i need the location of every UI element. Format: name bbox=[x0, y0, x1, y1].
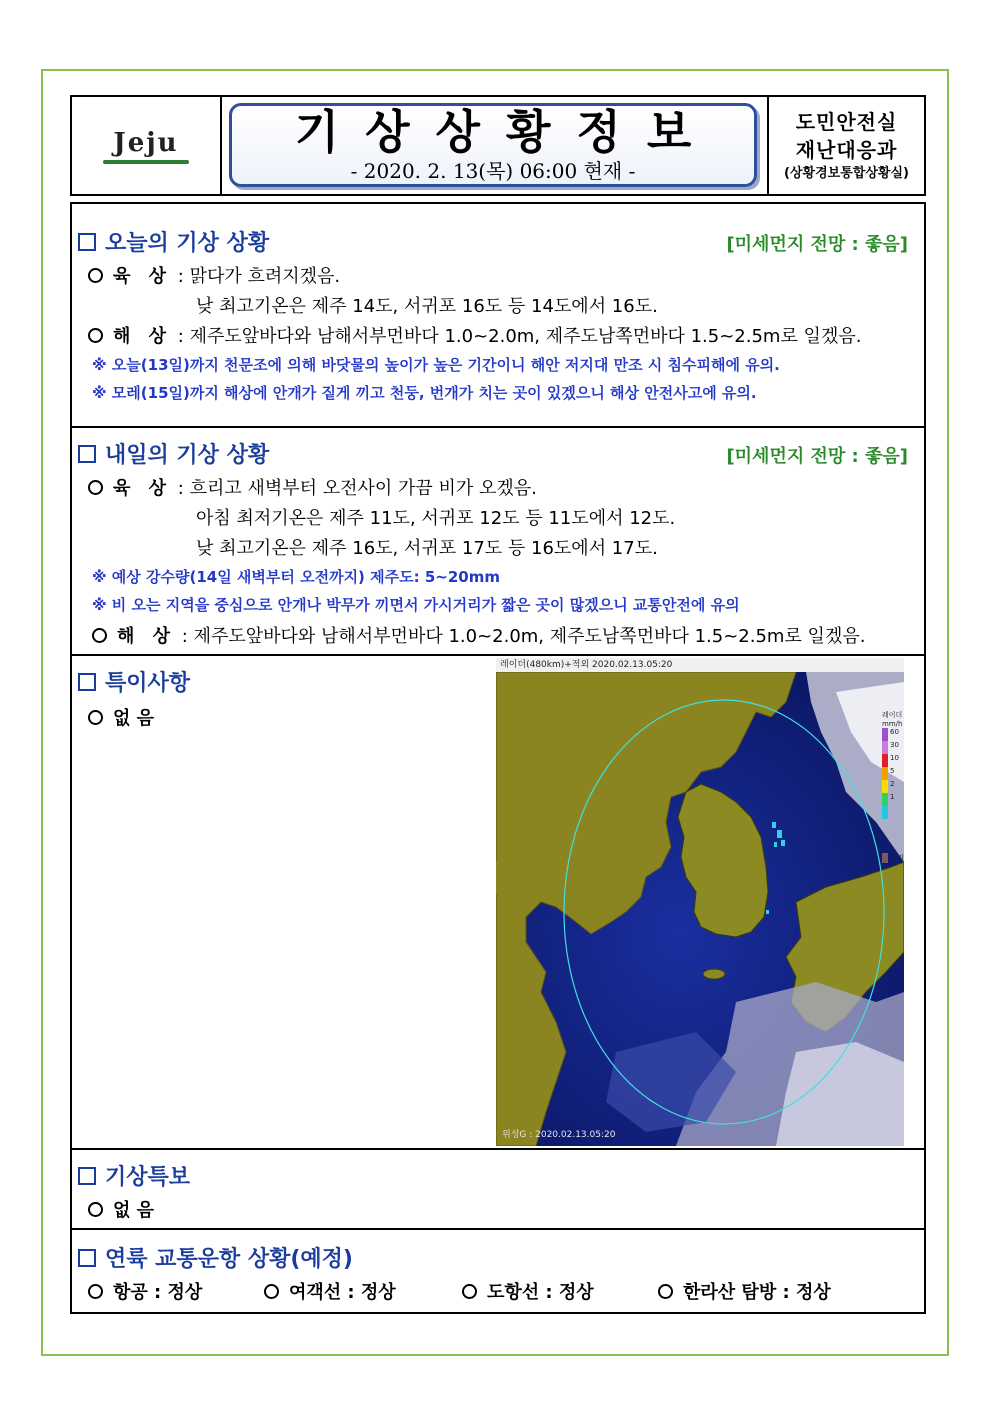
tomorrow-land-text: : 흐리고 새벽부터 오전사이 가끔 비가 오겠음. bbox=[177, 478, 537, 499]
today-note-2: ※ 모레(15일)까지 해상에 안개가 짙게 끼고 천둥, 번개가 치는 곳이 있겠으니 해상 안전사고에 유의. bbox=[92, 384, 757, 402]
special-item bbox=[88, 704, 154, 730]
section-heading bbox=[78, 438, 269, 469]
legend-swatch bbox=[882, 728, 888, 741]
circle-bullet-icon bbox=[92, 628, 107, 643]
document-header bbox=[70, 95, 926, 196]
section-heading bbox=[78, 666, 190, 697]
satellite-map-graphic bbox=[496, 672, 904, 1146]
legend-swatch-row bbox=[882, 806, 904, 819]
tomorrow-sea-line bbox=[92, 622, 865, 648]
map-caption-text: 레이더(480km)+적외 2020.02.13.05:20 bbox=[500, 660, 673, 670]
today-land-temp: 낮 최고기온은 제주 14도, 서귀포 16도 등 14도에서 16도. bbox=[196, 296, 658, 317]
legend-swatch bbox=[882, 741, 888, 754]
legend-swatch bbox=[882, 780, 888, 793]
traffic-item-hallasan bbox=[658, 1278, 831, 1304]
lightning-swatch bbox=[882, 853, 888, 863]
title-box bbox=[229, 103, 757, 187]
today-sea-line bbox=[88, 322, 861, 348]
section-warning bbox=[72, 1150, 924, 1230]
legend-swatch-row bbox=[882, 741, 904, 754]
section-heading bbox=[78, 226, 269, 257]
legend-swatch-row bbox=[882, 767, 904, 780]
legend-value: 2 bbox=[890, 780, 895, 788]
legend-swatch bbox=[882, 754, 888, 767]
legend-value: 30 bbox=[890, 741, 899, 749]
traffic-item-ferry bbox=[264, 1278, 396, 1304]
circle-bullet-icon bbox=[264, 1284, 279, 1299]
section-heading bbox=[78, 1160, 190, 1191]
today-land-line bbox=[88, 262, 340, 288]
traffic-item-text: 도항선 : 정상 bbox=[487, 1282, 594, 1303]
land-label: 육 상 bbox=[113, 266, 173, 287]
today-note-1: ※ 오늘(13일)까지 천문조에 의해 바닷물의 높이가 높은 기간이니 해안 저지대 만조 시 침수피해에 유의. bbox=[92, 356, 780, 374]
report-date: - 2020. 2. 13(목) 06:00 현재 - bbox=[350, 159, 636, 183]
today-sea-text: : 제주도앞바다와 남해서부먼바다 1.0~2.0m, 제주도남쪽먼바다 1.5~2.5m로 일겠음. bbox=[177, 326, 862, 347]
section-today bbox=[72, 204, 924, 428]
legend-swatch-row bbox=[882, 793, 904, 806]
today-land-text: : 맑다가 흐려지겠음. bbox=[177, 266, 341, 287]
traffic-item-text: 여객선 : 정상 bbox=[289, 1282, 396, 1303]
circle-bullet-icon bbox=[462, 1284, 477, 1299]
radar-legend bbox=[882, 710, 904, 863]
organization bbox=[767, 97, 924, 194]
legend-swatch bbox=[882, 806, 888, 819]
legend-unit: mm/h bbox=[882, 720, 903, 728]
dust-forecast: [미세먼지 전망 : 좋음] bbox=[726, 446, 908, 467]
tomorrow-note-1: ※ 예상 강수량(14일 새벽부터 오전까지) 제주도: 5~20mm bbox=[92, 568, 500, 586]
legend-value: 1 bbox=[890, 793, 895, 801]
circle-bullet-icon bbox=[88, 1202, 103, 1217]
logo-underline bbox=[103, 160, 189, 164]
traffic-item-island-ferry bbox=[462, 1278, 594, 1304]
dust-forecast: [미세먼지 전망 : 좋음] bbox=[726, 234, 908, 255]
tomorrow-land-line bbox=[88, 474, 537, 500]
legend-value: 60 bbox=[890, 728, 899, 736]
circle-bullet-icon bbox=[88, 710, 103, 725]
org-line-3: (상황경보통합상황실) bbox=[784, 165, 909, 181]
jeju-logo bbox=[72, 97, 222, 194]
map-caption bbox=[496, 658, 904, 672]
tomorrow-sea-text: : 제주도앞바다와 남해서부먼바다 1.0~2.0m, 제주도남쪽먼바다 1.5~2.5m로 일겠음. bbox=[181, 626, 866, 647]
section-heading bbox=[78, 1242, 353, 1273]
section-special bbox=[72, 656, 924, 1150]
circle-bullet-icon bbox=[88, 480, 103, 495]
warning-item bbox=[88, 1196, 154, 1222]
section-traffic bbox=[72, 1230, 924, 1314]
legend-swatch bbox=[882, 767, 888, 780]
legend-lightning-label: 낙뢰 bbox=[890, 854, 904, 862]
report-body bbox=[70, 202, 926, 1314]
checkbox-square-icon bbox=[78, 673, 96, 691]
legend-value: 10 bbox=[890, 754, 899, 762]
legend-swatch-row bbox=[882, 780, 904, 793]
legend-value: 5 bbox=[890, 767, 895, 775]
tomorrow-heading: 내일의 기상 상황 bbox=[105, 443, 270, 468]
legend-lightning bbox=[882, 853, 904, 863]
tomorrow-note-2: ※ 비 오는 지역을 중심으로 안개나 박무가 끼면서 가시거리가 짧은 곳이 많겠으니 교통안전에 유의 bbox=[92, 596, 740, 614]
legend-title: 레이더 bbox=[882, 711, 903, 719]
circle-bullet-icon bbox=[88, 328, 103, 343]
circle-bullet-icon bbox=[658, 1284, 673, 1299]
special-heading: 특이사항 bbox=[105, 671, 191, 696]
checkbox-square-icon bbox=[78, 1249, 96, 1267]
legend-swatch-row bbox=[882, 728, 904, 741]
tomorrow-min-temp: 아침 최저기온은 제주 11도, 서귀포 12도 등 11도에서 12도. bbox=[196, 508, 676, 529]
legend-swatch bbox=[882, 793, 888, 806]
org-line-2: 재난대응과 bbox=[795, 137, 898, 162]
traffic-item-air bbox=[88, 1278, 202, 1304]
satellite-radar-image bbox=[496, 658, 904, 1146]
circle-bullet-icon bbox=[88, 268, 103, 283]
circle-bullet-icon bbox=[88, 1284, 103, 1299]
warning-item-text: 없 음 bbox=[113, 1200, 155, 1221]
checkbox-square-icon bbox=[78, 1167, 96, 1185]
page-title: 기상상황정보 bbox=[294, 105, 718, 159]
legend-scale bbox=[882, 728, 904, 819]
sea-label: 해 상 bbox=[117, 626, 177, 647]
today-heading: 오늘의 기상 상황 bbox=[105, 231, 270, 256]
land-label: 육 상 bbox=[113, 478, 173, 499]
checkbox-square-icon bbox=[78, 233, 96, 251]
section-tomorrow bbox=[72, 428, 924, 656]
traffic-heading: 연륙 교통운항 상황(예정) bbox=[105, 1247, 353, 1272]
map-timestamp: 위성G : 2020.02.13.05:20 bbox=[502, 1130, 616, 1140]
sea-label: 해 상 bbox=[113, 326, 173, 347]
legend-swatch-row bbox=[882, 754, 904, 767]
title-cell bbox=[222, 97, 767, 194]
tomorrow-max-temp: 낮 최고기온은 제주 16도, 서귀포 17도 등 16도에서 17도. bbox=[196, 538, 658, 559]
checkbox-square-icon bbox=[78, 445, 96, 463]
org-line-1: 도민안전실 bbox=[795, 109, 898, 134]
warning-heading: 기상특보 bbox=[105, 1165, 191, 1190]
logo-text: Jeju bbox=[113, 127, 179, 158]
traffic-item-text: 항공 : 정상 bbox=[113, 1282, 203, 1303]
special-item-text: 없 음 bbox=[113, 708, 155, 729]
traffic-item-text: 한라산 탐방 : 정상 bbox=[683, 1282, 831, 1303]
